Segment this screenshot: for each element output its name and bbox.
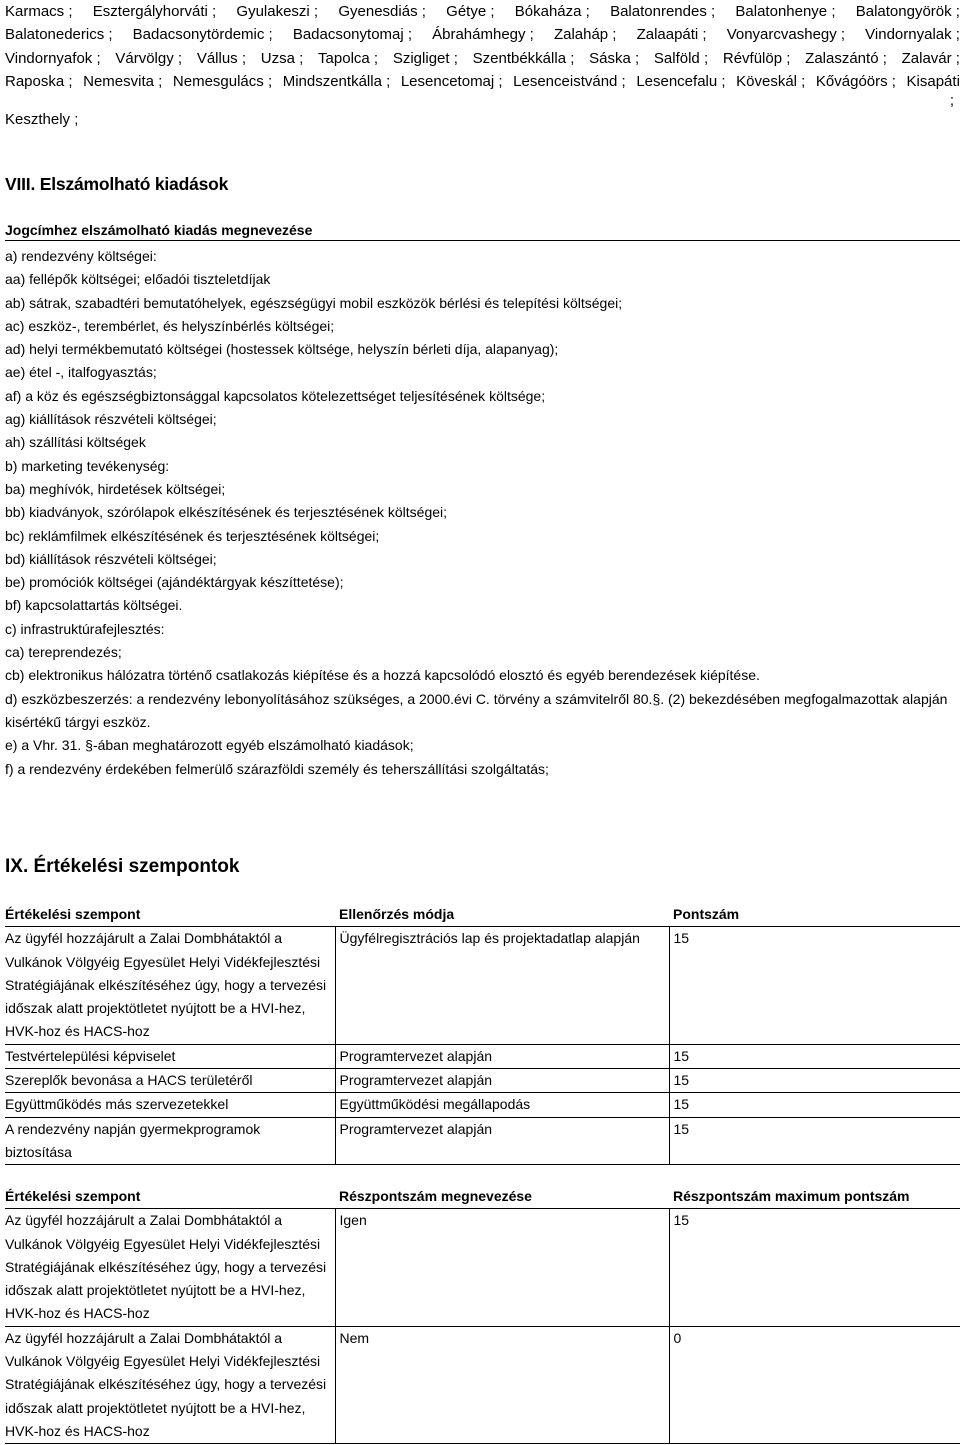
table-cell: Együttműködés más szervezetekkel: [5, 1093, 335, 1117]
semicolon: ;: [949, 92, 954, 110]
expense-item: cb) elektronikus hálózatra történő csatlakozás kiépítése és a hozzá kapcsolódó elosztó és egyéb berendezések kiépítése.: [5, 667, 760, 684]
settlement: Tapolca ;: [318, 49, 379, 67]
evaluation-table: [5, 903, 960, 1165]
expense-item: a) rendezvény költségei:: [5, 248, 157, 264]
column-header: Részpontszám megnevezése: [335, 1185, 669, 1209]
table-cell: 0: [669, 1326, 960, 1443]
table-cell: 15: [669, 1044, 960, 1068]
table-cell: Programtervezet alapján: [335, 1069, 669, 1093]
settlement: Badacsonytördemic ;: [132, 26, 273, 44]
settlement: Balatonederics ;: [5, 26, 113, 44]
settlement: Szigliget ;: [392, 49, 458, 67]
table-cell: Ügyfélregisztrációs lap és projektadatlap alapján: [335, 927, 669, 1044]
expense-item: b) marketing tevékenység:: [5, 457, 170, 474]
column-header: Pontszám: [669, 903, 960, 927]
table-row: [5, 1093, 960, 1117]
expenses-list: [5, 245, 960, 781]
expense-item: aa) fellépők költségei; előadói tiszteletdíjak: [5, 271, 271, 288]
table-row: [5, 927, 960, 1044]
settlement: Révfülöp ;: [722, 49, 791, 67]
table-cell: 15: [669, 1093, 960, 1117]
settlement: Karmacs ;: [5, 3, 73, 20]
settlement: Vállus ;: [196, 49, 247, 67]
settlement: Nemesgulács ;: [172, 72, 273, 90]
expense-item: bf) kapcsolattartás költségei.: [5, 597, 183, 614]
settlement: Esztergályhorváti ;: [92, 3, 217, 20]
settlement-line: [5, 0, 960, 23]
settlement: Várvölgy ;: [115, 49, 183, 67]
table-cell: Programtervezet alapján: [335, 1117, 669, 1165]
table-row: [5, 1069, 960, 1093]
table-row: [5, 1209, 960, 1326]
settlement: Kisapáti: [906, 72, 960, 90]
expense-item: ae) étel -, italfogyasztás;: [5, 364, 157, 381]
table-cell: 15: [669, 1117, 960, 1165]
settlement: Zalaapáti ;: [636, 26, 707, 44]
settlement: Bókaháza ;: [514, 3, 590, 20]
table-body: [5, 1209, 960, 1444]
settlement: Ábrahámhegy ;: [432, 26, 534, 44]
expense-item: c) infrastruktúrafejlesztés:: [5, 620, 165, 637]
settlement: Nemesvita ;: [83, 72, 163, 90]
settlement: Badacsonytomaj ;: [292, 26, 413, 44]
expense-item: kisértékű tárgyi eszköz.: [5, 713, 151, 730]
settlement: Balatonhenye ;: [735, 3, 836, 20]
settlement: Zalavár ;: [901, 49, 960, 67]
settlement: Gyenesdiás ;: [338, 3, 426, 20]
section-title-evaluation: IX. Értékelési szempontok: [5, 856, 240, 877]
table-cell: Az ügyfél hozzájárult a Zalai Dombhátaktól a Vulkánok Völgyéig Egyesület Helyi Vidékfejlesztési Stratégiájának elkészítéséhez úgy, hogy a tervezési időszak alatt projektötletet nyújtott be a HVI-hez, HVK-hoz és HACS-hoz: [5, 1209, 335, 1326]
settlement: Vindornyafok ;: [5, 49, 101, 67]
subscore-table: [5, 1185, 960, 1444]
table-cell: Szereplők bevonása a HACS területéről: [5, 1069, 335, 1093]
settlement: Vindornyalak ;: [865, 26, 960, 44]
table-cell: 15: [669, 1209, 960, 1326]
table-row: [5, 1117, 960, 1165]
section-title-expenses: VIII. Elszámolható kiadások: [5, 174, 229, 194]
settlement: Gétye ;: [446, 3, 495, 20]
settlement: Salföld ;: [653, 49, 709, 67]
table-header-row: [5, 1185, 960, 1209]
settlement: Lesenceistvánd ;: [513, 72, 626, 90]
settlement-trailing-semicolon: [5, 93, 960, 108]
expense-item: af) a köz és egészségbiztonsággal kapcsolatos kötelezettséget teljesítésének költsége;: [5, 387, 546, 404]
expense-item: be) promóciók költségei (ajándéktárgyak készíttetése);: [5, 574, 344, 591]
table-body: [5, 927, 960, 1165]
expense-item: d) eszközbeszerzés: a rendezvény lebonyolításához szükséges, a 2000.évi C. törvény a számvitelről 80.§. (2) bekezdésében megfogalmazottak alapján: [5, 690, 948, 707]
table-cell: 15: [669, 1069, 960, 1093]
settlement: Balatongyörök ;: [855, 3, 960, 20]
settlement: Vonyarcvashegy ;: [726, 26, 846, 44]
table-cell: Igen: [335, 1209, 669, 1326]
settlement: Lesencetomaj ;: [400, 72, 503, 90]
column-header: Értékelési szempont: [5, 903, 335, 927]
settlement: Balatonrendes ;: [610, 3, 716, 20]
settlement: Gyulakeszi ;: [236, 3, 319, 20]
expense-item: bb) kiadványok, szórólapok elkészítésének és terjesztésének költségei;: [5, 504, 448, 521]
column-header: Értékelési szempont: [5, 1185, 335, 1209]
table-header-row: [5, 903, 960, 927]
table-cell: Testvértelepülési képviselet: [5, 1044, 335, 1068]
expense-item: ba) meghívók, hirdetések költségei;: [5, 480, 226, 497]
table-row: [5, 1326, 960, 1443]
settlement-line: [5, 47, 960, 70]
expense-item: bd) kiállítások részvételi költségei;: [5, 550, 217, 567]
settlement: Zalaháp ;: [553, 26, 617, 44]
expense-item: ca) tereprendezés;: [5, 644, 122, 661]
settlement-line: [5, 23, 960, 46]
expense-item: bc) reklámfilmek elkészítésének és terjesztésének költségei;: [5, 527, 380, 544]
settlement-line: [5, 70, 960, 93]
settlement: Sáska ;: [589, 49, 640, 67]
table-cell: Nem: [335, 1326, 669, 1443]
settlement: Szentbékkálla ;: [472, 49, 575, 67]
table-cell: Az ügyfél hozzájárult a Zalai Dombhátaktól a Vulkánok Völgyéig Egyesület Helyi Vidékfejlesztési Stratégiájának elkészítéséhez úgy, hogy a tervezési időszak alatt projektötletet nyújtott be a HVI-hez, HVK-hoz és HACS-hoz: [5, 927, 335, 1044]
expenses-column-header: Jogcímhez elszámolható kiadás megnevezése: [5, 222, 960, 241]
expense-item: e) a Vhr. 31. §-ában meghatározott egyéb elszámolható kiadások;: [5, 737, 414, 754]
table-cell: Programtervezet alapján: [335, 1044, 669, 1068]
settlement: Uzsa ;: [260, 49, 304, 67]
column-header: Részpontszám maximum pontszám: [669, 1185, 960, 1209]
expense-item: ag) kiállítások részvételi költségei;: [5, 411, 217, 428]
settlement: Zalaszántó ;: [805, 49, 887, 67]
column-header: Ellenőrzés módja: [335, 903, 669, 927]
settlement: Lesencefalu ;: [636, 72, 726, 90]
expense-item: ab) sátrak, szabadtéri bemutatóhelyek, egészségügyi mobil eszközök bérlési és telepítési költségei;: [5, 294, 623, 311]
table-cell: A rendezvény napján gyermekprogramok biztosítása: [5, 1117, 335, 1165]
expense-item: f) a rendezvény érdekében felmerülő szárazföldi személy és teherszállítási szolgáltatás;: [5, 760, 549, 777]
expense-item: ah) szállítási költségek: [5, 434, 146, 451]
settlement-list: [5, 0, 960, 131]
table-cell: Az ügyfél hozzájárult a Zalai Dombhátaktól a Vulkánok Völgyéig Egyesület Helyi Vidékfejlesztési Stratégiájának elkészítéséhez úgy, hogy a tervezési időszak alatt projektötletet nyújtott be a HVI-hez, HVK-hoz és HACS-hoz: [5, 1326, 335, 1443]
settlement-line-last: [5, 108, 960, 131]
table-cell: 15: [669, 927, 960, 1044]
settlement: Keszthely ;: [5, 111, 79, 129]
table-row: [5, 1044, 960, 1068]
settlement: Kővágóörs ;: [815, 72, 896, 90]
expense-item: ad) helyi termékbemutató költségei (hostessek költsége, helyszín bérleti díja, alapanyag);: [5, 341, 559, 358]
settlement: Köveskál ;: [736, 72, 806, 90]
settlement: Mindszentkálla ;: [282, 72, 391, 90]
settlement: Raposka ;: [5, 72, 73, 90]
table-cell: Együttműködési megállapodás: [335, 1093, 669, 1117]
expense-item: ac) eszköz-, terembérlet, és helyszínbérlés költségei;: [5, 317, 335, 334]
